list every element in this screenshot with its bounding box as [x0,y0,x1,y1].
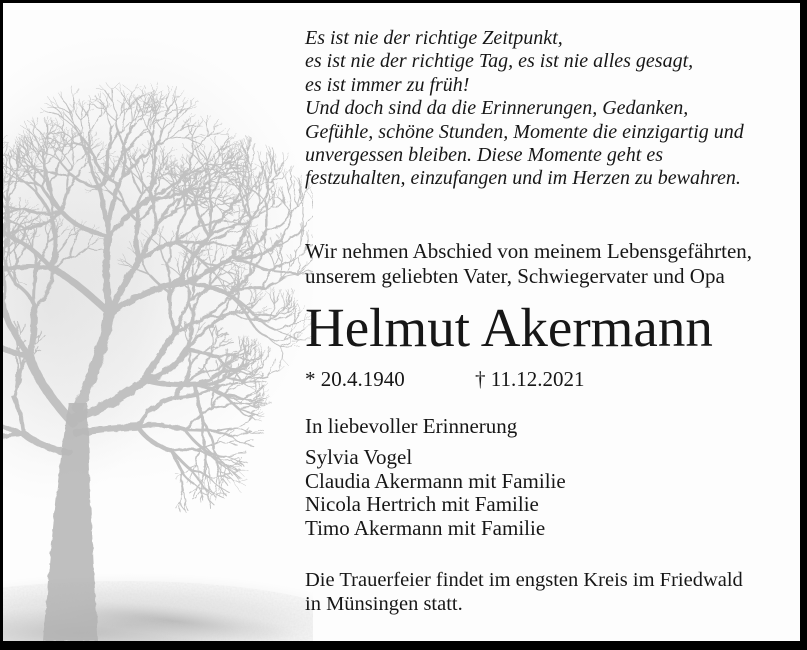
funeral-notice-line: Die Trauerfeier findet im engsten Kreis im Friedwald [305,569,743,591]
memorial-heading: In liebevoller Erinnerung [305,414,518,438]
poem-line: es ist nie der richtige Tag, es ist nie alles gesagt, [305,50,694,73]
farewell-intro-line: unserem geliebten Vater, Schwiegervater und Opa [305,264,725,288]
tree-illustration [3,3,313,641]
poem-line: festzuhalten, einzufangen und im Herzen zu bewahren. [305,167,741,190]
poem-line: es ist immer zu früh! [305,73,470,96]
obituary-text-column [305,3,797,641]
poem-line: Und doch sind da die Erinnerungen, Gedanken, [305,97,689,120]
farewell-intro [305,239,752,289]
mourner-name: Nicola Hertrich mit Familie [305,492,539,516]
poem-line: unvergessen bleiben. Diese Momente geht es [305,144,664,167]
birth-date: * 20.4.1940 [305,367,405,391]
poem-line: Es ist nie der richtige Zeitpunkt, [305,27,563,49]
mourners-list [305,446,566,540]
obituary-paper [3,3,800,641]
poem-line: Gefühle, schöne Stunden, Momente die einzigartig und [305,120,744,143]
mourner-name: Sylvia Vogel [305,445,413,469]
mourner-name: Claudia Akermann mit Familie [305,468,566,493]
funeral-notice-line: in Münsingen statt. [305,592,463,615]
deceased-name: Helmut Akermann [305,297,713,358]
funeral-notice [305,569,743,616]
mourner-name: Timo Akermann mit Familie [305,515,546,540]
poem [305,27,744,191]
bare-tree-icon [3,3,313,641]
death-date: † 11.12.2021 [475,367,585,391]
farewell-intro-line: Wir nehmen Abschied von meinem Lebensgefährten, [305,239,753,263]
life-dates [305,367,585,391]
